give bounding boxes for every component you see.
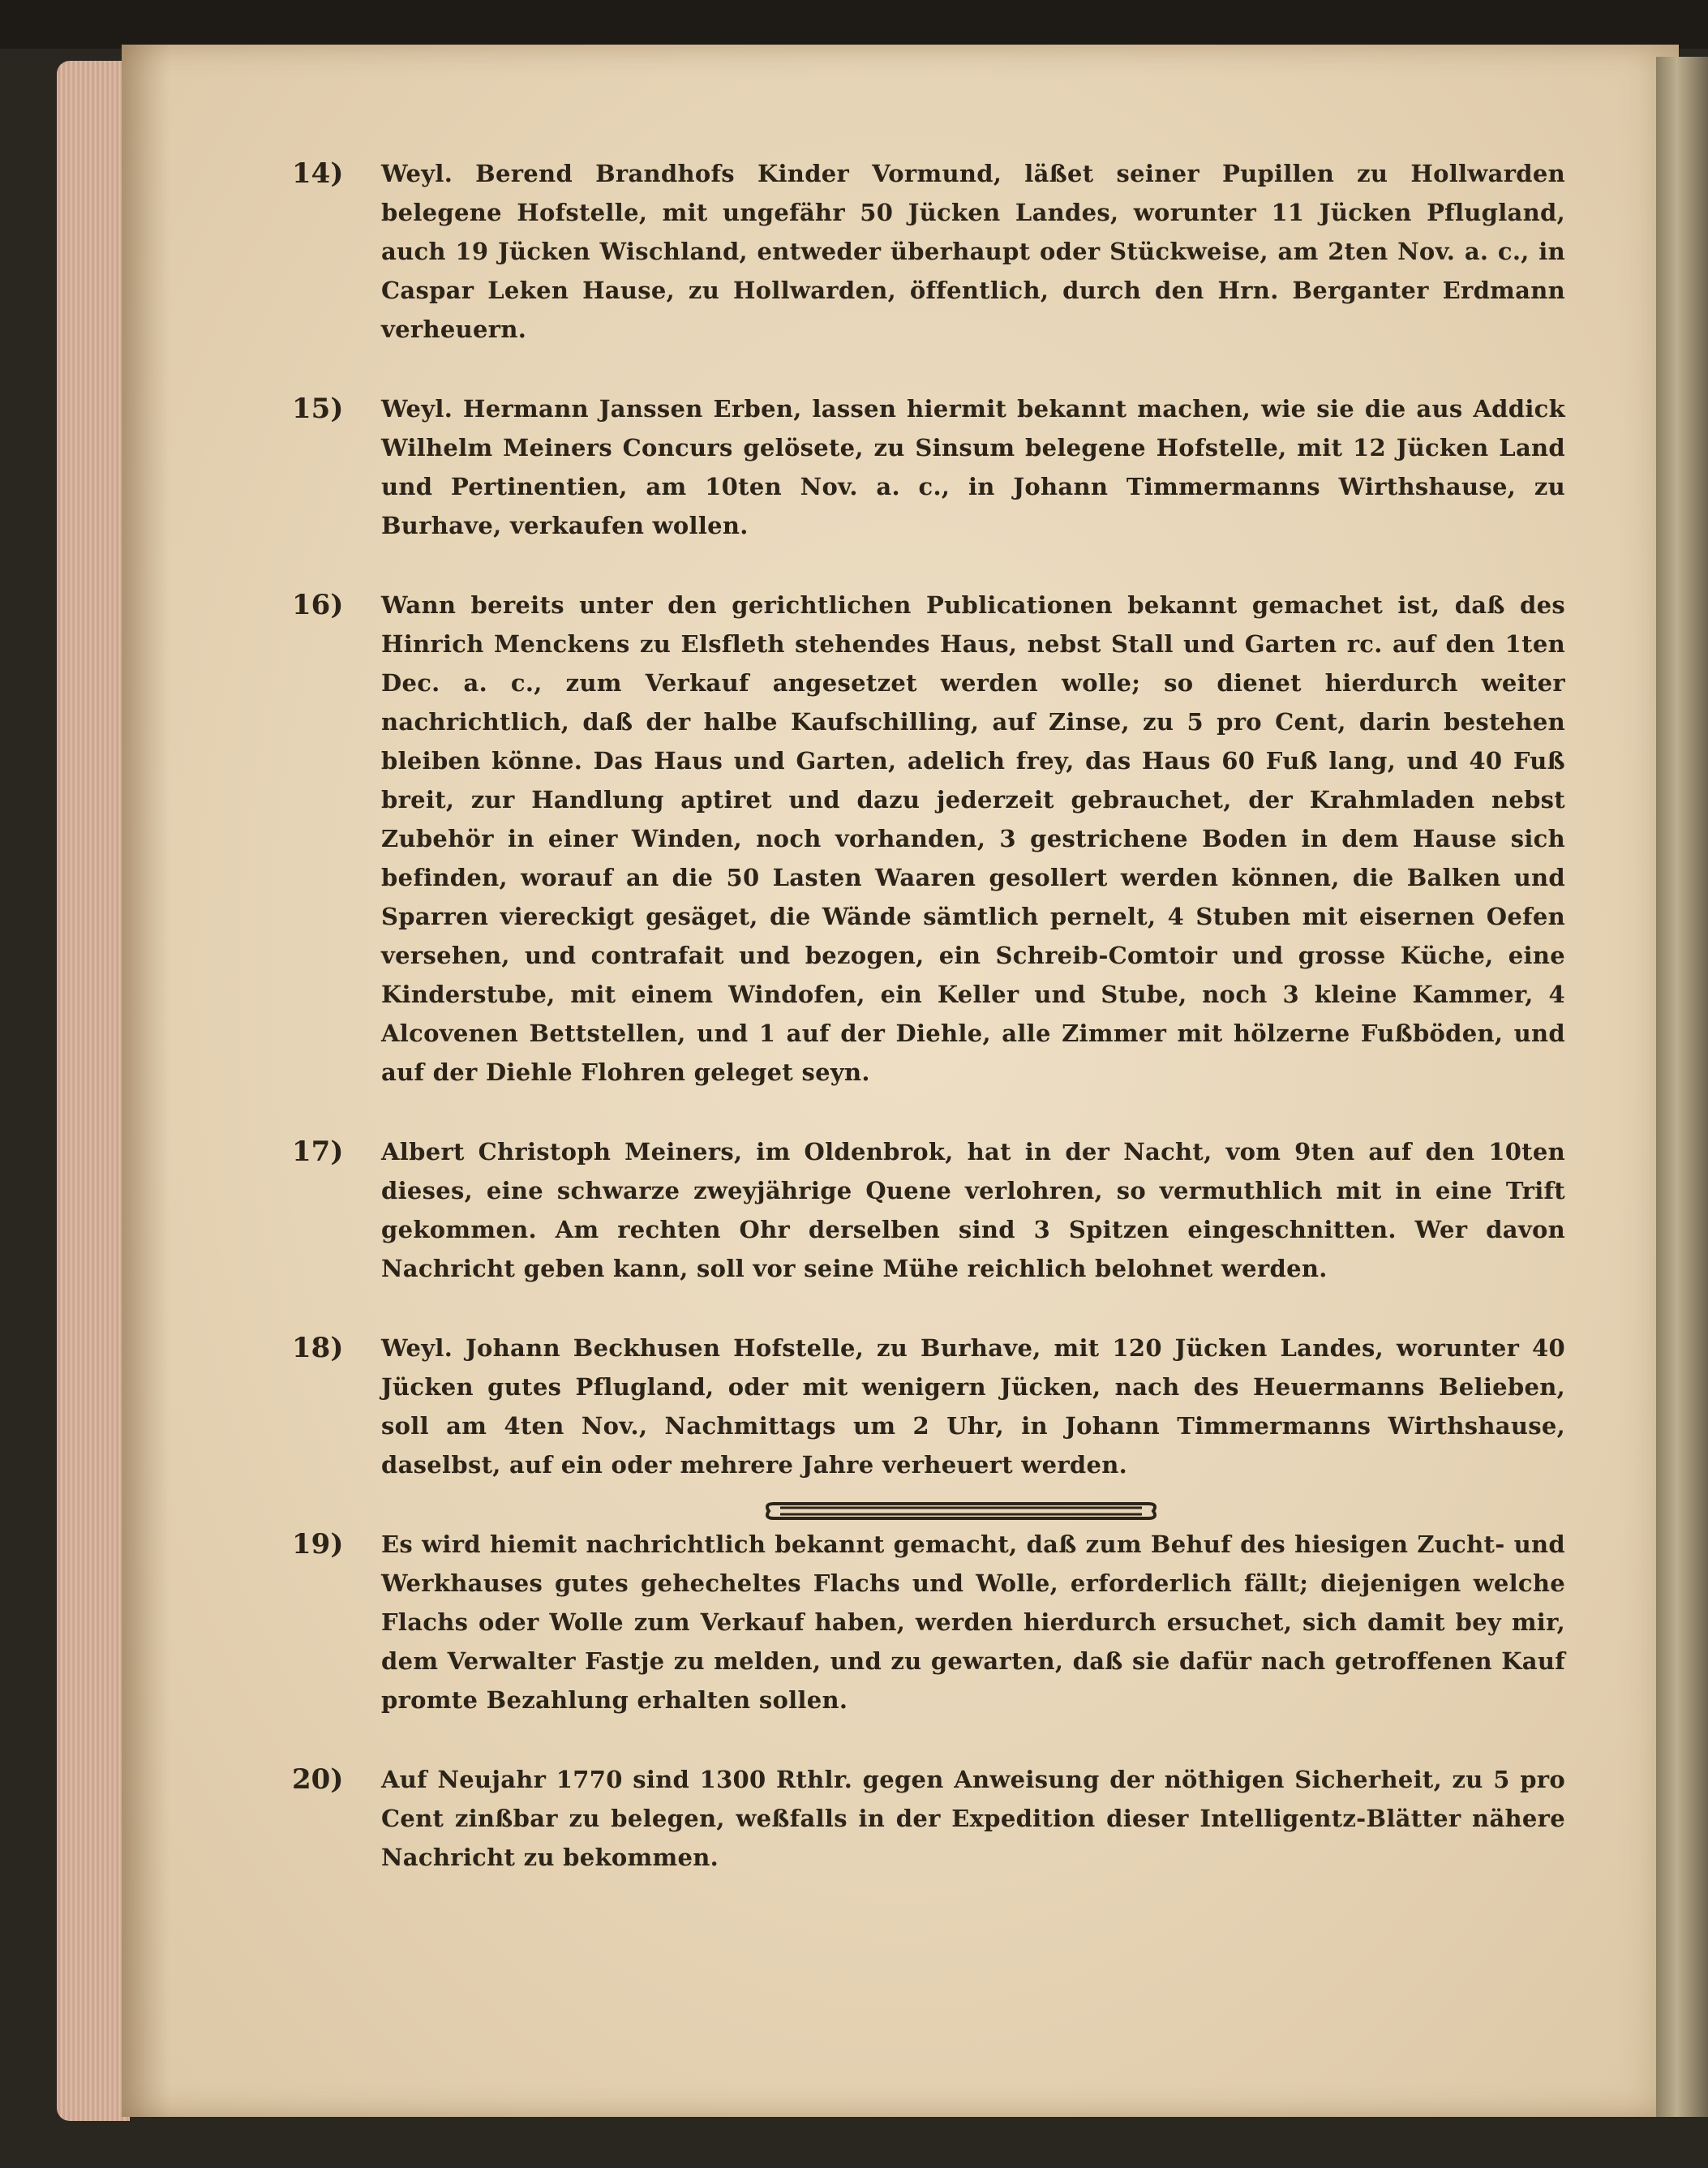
notice-number: 20)	[292, 1763, 344, 1796]
notice-20	[292, 1760, 1565, 1877]
notice-number: 18)	[292, 1332, 344, 1364]
page-edges-left	[57, 61, 130, 2121]
notice-19	[292, 1525, 1565, 1719]
notice-number: 17)	[292, 1136, 344, 1168]
notice-list	[292, 154, 1565, 1917]
notice-text: Albert Christoph Meiners, im Oldenbrok, hat in der Nacht, vom 9ten auf den 10ten dieses, eine schwarze zweyjährige Quene verlohren, so vermuthlich mit in eine Trift gekommen. Am rechten Ohr derselben sind 3 Spitzen eingeschnitten. Wer davon Nachricht geben kann, soll vor seine Mühe reichlich belohnet werden.	[381, 1138, 1565, 1282]
gutter-shadow	[122, 45, 170, 2117]
notice-number: 15)	[292, 393, 344, 425]
notice-text: Weyl. Berend Brandhofs Kinder Vormund, läßet seiner Pupillen zu Hollwarden belegene Hofstelle, mit ungefähr 50 Jücken Landes, worunter 11 Jücken Pflugland, auch 19 Jücken Wischland, entweder überhaupt oder Stückweise, am 2ten Nov. a. c., in Caspar Leken Hause, zu Hollwarden, öffentlich, durch den Hrn. Berganter Erdmann verheuern.	[381, 160, 1565, 343]
notice-15	[292, 389, 1565, 545]
notice-number: 14)	[292, 157, 344, 190]
notice-18	[292, 1329, 1565, 1484]
notice-text: Es wird hiemit nachrichtlich bekannt gemacht, daß zum Behuf des hiesigen Zucht- und Werkhauses gutes gehecheltes Flachs und Wolle, erforderlich fällt; diejenigen welche Flachs oder Wolle zum Verkauf haben, werden hierdurch ersuchet, sich damit bey mir, dem Verwalter Fastje zu melden, und zu gewarten, daß sie dafür nach getroffenen Kauf promte Bezahlung erhalten sollen.	[381, 1530, 1565, 1714]
ornamental-rule	[762, 1499, 1160, 1523]
page-edges-right	[1656, 57, 1708, 2117]
notice-text: Auf Neujahr 1770 sind 1300 Rthlr. gegen Anweisung der nöthigen Sicherheit, zu 5 pro Cent zinßbar zu belegen, weßfalls in der Expedition dieser Intelligentz-Blätter nähere Nachricht zu bekommen.	[381, 1766, 1565, 1871]
notice-16	[292, 586, 1565, 1092]
notice-14	[292, 154, 1565, 349]
background-top	[0, 0, 1708, 49]
notice-17	[292, 1132, 1565, 1288]
notice-text: Wann bereits unter den gerichtlichen Publicationen bekannt gemachet ist, daß des Hinrich Menckens zu Elsfleth stehendes Haus, nebst Stall und Garten rc. auf den 1ten Dec. a. c., zum Verkauf angesetzet werden wolle; so dienet hierdurch weiter nachrichtlich, daß der halbe Kaufschilling, auf Zinse, zu 5 pro Cent, darin bestehen bleiben könne. Das Haus und Garten, adelich frey, das Haus 60 Fuß lang, und 40 Fuß breit, zur Handlung aptiret und dazu jederzeit gebrauchet, der Krahmladen nebst Zubehör in einer Winden, noch vorhanden, 3 gestrichene Boden in dem Hause sich befinden, worauf an die 50 Lasten Waaren gesollert werden können, die Balken und Sparren viereckigt gesäget, die Wände sämtlich pernelt, 4 Stuben mit eisernen Oefen versehen, und contrafait und bezogen, ein Schreib-Comtoir und grosse Küche, eine Kinderstube, mit einem Windofen, ein Keller und Stube, noch 3 kleine Kammer, 4 Alcovenen Bettstellen, und 1 auf der Diehle, alle Zimmer mit hölzerne Fußböden, und auf der Diehle Flohren geleget seyn.	[381, 591, 1565, 1086]
notice-text: Weyl. Hermann Janssen Erben, lassen hiermit bekannt machen, wie sie die aus Addick Wilhelm Meiners Concurs gelösete, zu Sinsum belegene Hofstelle, mit 12 Jücken Land und Pertinentien, am 10ten Nov. a. c., in Johann Timmermanns Wirthshause, zu Burhave, verkaufen wollen.	[381, 395, 1565, 539]
notice-number: 16)	[292, 589, 344, 621]
notice-text: Weyl. Johann Beckhusen Hofstelle, zu Burhave, mit 120 Jücken Landes, worunter 40 Jücken gutes Pflugland, oder mit wenigern Jücken, nach des Heuermanns Belieben, soll am 4ten Nov., Nachmittags um 2 Uhr, in Johann Timmermanns Wirthshause, daselbst, auf ein oder mehrere Jahre verheuert werden.	[381, 1334, 1565, 1479]
notice-number: 19)	[292, 1528, 344, 1561]
